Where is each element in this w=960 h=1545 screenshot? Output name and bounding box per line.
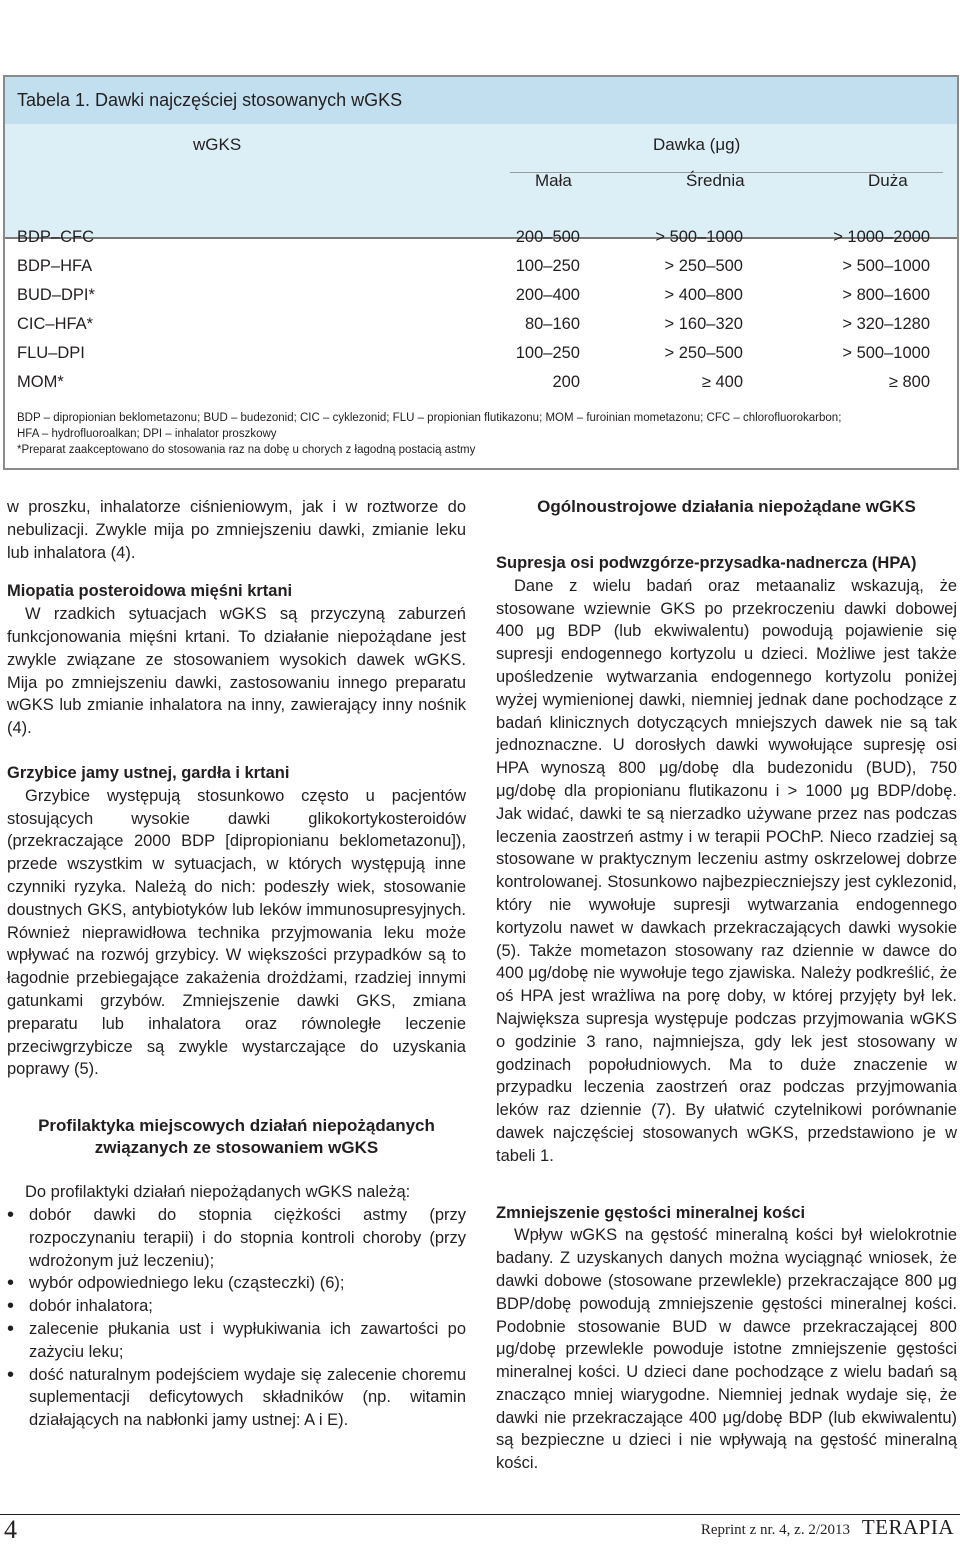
- list-item: • dobór dawki do stopnia ciężkości astmy (przy rozpoczynaniu terapii) i do stopnia kontroli choroby (przy wdrożonym już leczeniu);: [7, 1204, 466, 1272]
- cell-low: 200: [552, 373, 580, 391]
- footnote-line: BDP – dipropionian beklometazonu; BUD – budezonid; CIC – cyklezonid; FLU – propionian flutikazonu; MOM – furoinian mometazonu; CFC – chlorofluorokarbon;: [17, 412, 842, 424]
- cell-high: > 1000–2000: [833, 228, 930, 246]
- cell-high: > 500–1000: [842, 344, 930, 362]
- list-item: • wybór odpowiedniego leku (cząsteczki) (6);: [7, 1272, 466, 1295]
- header-high: Duża: [868, 171, 908, 190]
- list-item: • dobór inhalatora;: [7, 1295, 466, 1318]
- header-dose: Dawka (μg): [653, 135, 741, 154]
- list-item: • dość naturalnym podejściem wydaje się zalecenie choremu suplementacji deficytowych składników (np. witamin działających na nabłonki jamy ustnej: A i E).: [7, 1364, 466, 1432]
- cell-drug: FLU–DPI: [17, 344, 85, 362]
- cell-drug: MOM*: [17, 373, 64, 391]
- dose-table: [3, 75, 959, 470]
- table-caption: Tabela 1. Dawki najczęściej stosowanych wGKS: [5, 77, 957, 124]
- cell-low: 100–250: [515, 257, 580, 275]
- cell-medium: > 250–500: [664, 257, 743, 275]
- body-paragraph: Do profilaktyki działań niepożądanych wGKS należą:: [25, 1183, 411, 1202]
- footer-rule: [0, 1514, 960, 1515]
- footnote-line: HFA – hydrofluoroalkan; DPI – inhalator proszkowy: [17, 428, 277, 440]
- header-low: Mała: [535, 171, 572, 190]
- journal-name: TERAPIA: [861, 1515, 954, 1539]
- section-heading: [7, 1115, 466, 1159]
- section-heading: Miopatia posteroidowa mięśni krtani: [7, 582, 293, 601]
- cell-high: > 800–1600: [842, 286, 930, 304]
- cell-drug: BUD–DPI*: [17, 286, 95, 304]
- cell-medium: > 250–500: [664, 344, 743, 362]
- cell-low: 200–500: [515, 228, 580, 246]
- cell-high: ≥ 800: [888, 373, 930, 391]
- footnote-line: *Preparat zaakceptowano do stosowania raz na dobę u chorych z łagodną postacią astmy: [17, 444, 476, 456]
- left-column: [7, 496, 466, 1432]
- table-header-band: [5, 124, 957, 239]
- cell-drug: CIC–HFA*: [17, 315, 94, 333]
- cell-medium: > 160–320: [664, 315, 743, 333]
- list-item: • zalecenie płukania ust i wypłukiwania ich zawartości po zażyciu leku;: [7, 1318, 466, 1364]
- section-heading: Grzybice jamy ustnej, gardła i krtani: [7, 763, 290, 782]
- prophylaxis-list: [7, 1204, 466, 1432]
- header-drug: wGKS: [193, 135, 242, 154]
- heading-line: związanych ze stosowaniem wGKS: [94, 1138, 379, 1158]
- reprint-note: Reprint z nr. 4, z. 2/2013: [700, 1522, 850, 1538]
- section-heading: Zmniejszenie gęstości mineralnej kości: [496, 1203, 806, 1222]
- page-number: 4: [4, 1515, 17, 1544]
- cell-high: > 320–1280: [842, 315, 930, 333]
- cell-low: 200–400: [515, 286, 580, 304]
- heading-line: Profilaktyka miejscowych działań niepożądanych: [38, 1116, 435, 1136]
- cell-medium: ≥ 400: [701, 373, 743, 391]
- body-paragraph: W rzadkich sytuacjach wGKS są przyczyną zaburzeń funkcjonowania mięśni krtani. To działanie niepożądane jest zwykle związane ze stosowaniem wysokich dawek wGKS. Mija po zmniejszeniu dawki, zastosowaniu innego preparatu wGKS lub zmianie inhalatora na inny, zawierający inny nośnik (4).: [7, 605, 466, 738]
- body-paragraph: Dane z wielu badań oraz metaanaliz wskazują, że stosowane wziewnie GKS po przekroczeniu dawki dobowej 400 μg BDP (lub ekwiwalentu) powodują pojawienie się supresji endogennego kortyzolu u dzieci. Możliwe jest także upośledzenie wytwarzania endogennego kortyzolu poniżej wyżej wymienionej dawki, niemniej jednak dane pochodzące z badań klinicznych dotyczących mniejszych dawek nie są tak jednoznaczne. U dorosłych dawki wywołujące supresję osi HPA wynoszą 800 μg/dobę dla budezonidu (BUD), 750 μg/dobę dla propionianu flutikazonu i > 1000 μg BDP/dobę. Jak widać, dawki te są nierzadko używane przez nas podczas leczenia zaostrzeń astmy i w terapii POChP. Nieco rzadziej są stosowane w praktycznym leczeniu astmy oskrzelowej dobrze kontrolowanej. Stosunkowo najbezpieczniejszy jest cyklezonid, który nie wywołuje supresji wytwarzania endogennego kortyzolu nawet w dawkach przekraczających dawki wysokie (5). Także mometazon stosowany raz dziennie w dawce do 400 μg/dobę nie wywołuje tego zjawiska. Należy podkreślić, że oś HPA jest wrażliwa na porę doby, w której przyjęty był lek. Największa supresja występuje podczas przyjmowania wGKS o godzinie 3 rano, najmniejsza, gdy lek jest stosowany w godzinach popołudniowych. Ma to duże znaczenie w przypadku leczenia zaostrzeń oraz podczas przyjmowania leków raz dziennie (7). By ułatwić czytelnikowi porównanie dawek najczęściej stosowanych wGKS, przedstawiono je w tabeli 1.: [496, 576, 957, 1165]
- body-paragraph: Grzybice występują stosunkowo często u pacjentów stosujących wysokie dawki glikokortykosteroidów (przekraczające 2000 BDP [dipropionianu beklometazonu]), przede wszystkim w sytuacjach, w których występują inne czynniki ryzyka. Należą do nich: podeszły wiek, stosowanie doustnych GKS, antybiotyków lub leków immunosupresyjnych. Również nieprawidłowa technika przyjmowania leku może wpływać na rozwój grzybicy. W większości przypadków są to łagodnie przebiegające zakażenia drożdżami, rzadziej innymi gatunkami grzybów. Zmniejszenie dawki GKS, zmiana preparatu lub inhalatora oraz równoległe leczenie przeciwgrzybicze są zwykle wystarczające do uzyskania poprawy (5).: [7, 786, 466, 1079]
- cell-high: > 500–1000: [842, 257, 930, 275]
- section-heading: Supresja osi podwzgórze-przysadka-nadnercza (HPA): [496, 554, 917, 572]
- cell-medium: > 400–800: [664, 286, 743, 304]
- cell-medium: > 500–1000: [655, 228, 743, 246]
- cell-low: 80–160: [524, 315, 580, 333]
- cell-drug: BDP–CFC: [17, 228, 95, 246]
- cell-low: 100–250: [515, 344, 580, 362]
- intro-paragraph: w proszku, inhalatorze ciśnieniowym, jak i w roztworze do nebulizacji. Zwykle mija po zmniejszeniu dawki, zmianie leku lub inhalatora (4).: [7, 498, 466, 562]
- table-footnotes: [17, 410, 947, 458]
- body-paragraph: Wpływ wGKS na gęstość mineralną kości był wielokrotnie badany. Z uzyskanych danych można wyciągnąć wniosek, że dawki dobowe (stosowane przewlekle) przekraczające 800 μg BDP/dobę powodują zmniejszenie gęstości mineralnej kości. Podobnie stosowanie BUD w dawce przekraczającej 800 μg/dobę przewlekle powoduje istotne zmniejszenie gęstości mineralnej kości. U dzieci dane pochodzące z wielu badań są znacząco mniej wiarygodne. Niemniej jednak wydaje się, że dawki nie przekraczające 400 μg/dobę BDP (lub ekwiwalentu) są bezpieczne u dzieci i nie wpływają na gęstość mineralną kości.: [496, 1226, 957, 1473]
- header-medium: Średnia: [686, 171, 745, 190]
- main-heading: Ogólnoustrojowe działania niepożądane wGKS: [537, 497, 916, 516]
- right-column: [496, 496, 957, 1475]
- cell-drug: BDP–HFA: [17, 257, 93, 275]
